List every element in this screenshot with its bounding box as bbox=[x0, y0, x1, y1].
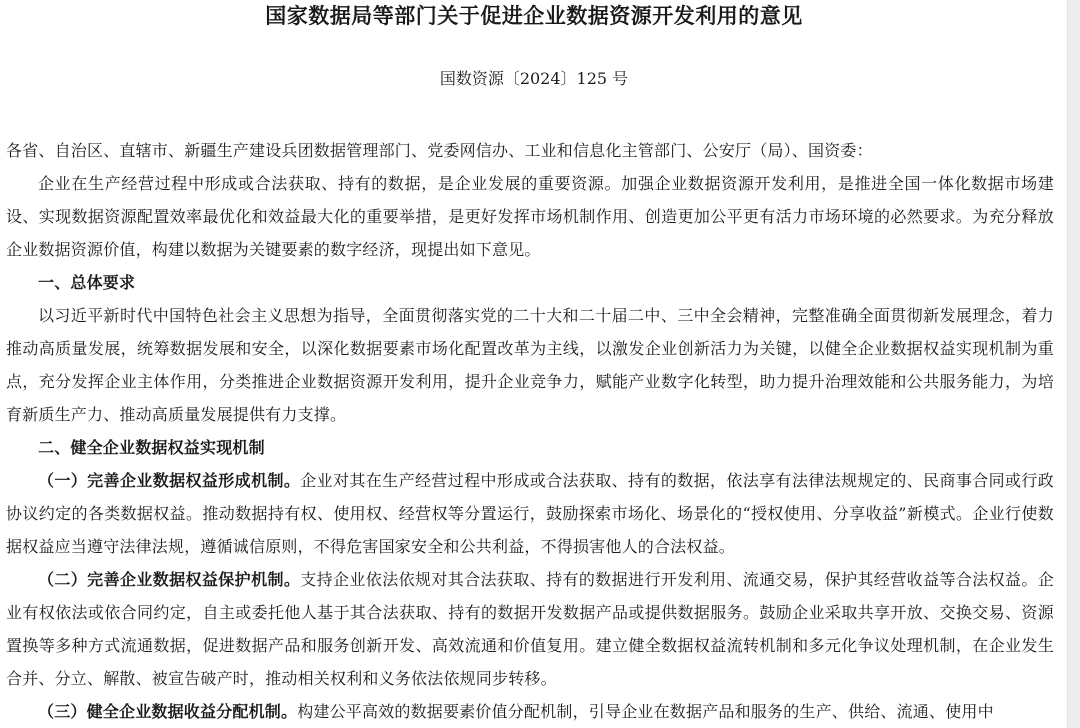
item-2-heading: （二）完善企业数据权益保护机制。 bbox=[38, 570, 301, 589]
item-1-text: 企业对其在生产经营过程中形成或合法获取、持有的数据，依法享有法律法规规定的、民商事合同或行政协议约定的各类数据权益。推动数据持有权、使用权、经营权等分置运行，鼓励探索市场化、场景化的“授权使用、分享收益”新模式。企业行使数据权益应当遵守法律法规，遵循诚信原则，不得危害国家安全和公共利益，不得损害他人的合法权益。 bbox=[6, 471, 1055, 556]
scroll-gutter[interactable] bbox=[1067, 0, 1080, 728]
section-1-paragraph: 以习近平新时代中国特色社会主义思想为指导，全面贯彻落实党的二十大和二十届二中、三中全会精神，完整准确全面贯彻新发展理念，着力推动高质量发展，统筹数据发展和安全，以深化数据要素市场化配置改革为主线，以激发企业创新活力为关键，以健全企业数据权益实现机制为重点，充分发挥企业主体作用，分类推进企业数据资源开发利用，提升企业竞争力，赋能产业数字化转型，助力提升治理效能和公共服务能力，为培育新质生产力、推动高质量发展提供有力支撑。 bbox=[6, 306, 1054, 424]
section-2-heading: 二、健全企业数据权益实现机制 bbox=[38, 438, 265, 457]
item-2-paragraph bbox=[6, 563, 1054, 695]
item-1-heading: （一）完善企业数据权益形成机制。 bbox=[38, 471, 301, 490]
item-3-heading: （三）健全企业数据收益分配机制。 bbox=[38, 702, 298, 721]
document-number: 国数资源〔2024〕125 号 bbox=[439, 69, 629, 88]
intro-paragraph: 企业在生产经营过程中形成或合法获取、持有的数据，是企业发展的重要资源。加强企业数据资源开发利用，是推进全国一体化数据市场建设、实现数据资源配置效率最优化和效益最大化的重要举措，是更好发挥市场机制作用、创造更加公平更有活力市场环境的必然要求。为充分释放企业数据资源价值，构建以数据为关键要素的数字经济，现提出如下意见。 bbox=[6, 174, 1054, 259]
item-2-text: 支持企业依法依规对其合法获取、持有的数据进行开发利用、流通交易，保护其经营收益等合法权益。企业有权依法或依合同约定，自主或委托他人基于其合法获取、持有的数据开发数据产品或提供数据服务。鼓励企业采取共享开放、交换交易、资源置换等多种方式流通数据，促进数据产品和服务创新开发、高效流通和价值复用。建立健全数据权益流转机制和多元化争议处理机制，在企业发生合并、分立、解散、被宣告破产时，推动相关权利和义务依法依规同步转移。 bbox=[6, 570, 1055, 688]
addressee-line: 各省、自治区、直辖市、新疆生产建设兵团数据管理部门、党委网信办、工业和信息化主管部门、公安厅（局）、国资委： bbox=[6, 141, 873, 160]
document-body bbox=[6, 134, 1054, 728]
item-3-paragraph bbox=[6, 695, 1054, 728]
item-1-paragraph bbox=[6, 464, 1054, 563]
document-title: 国家数据局等部门关于促进企业数据资源开发利用的意见 bbox=[265, 3, 803, 28]
item-3-text: 构建公平高效的数据要素价值分配机制，引导企业在数据产品和服务的生产、供给、流通、使用中 bbox=[297, 702, 994, 721]
section-1-heading: 一、总体要求 bbox=[38, 273, 136, 292]
